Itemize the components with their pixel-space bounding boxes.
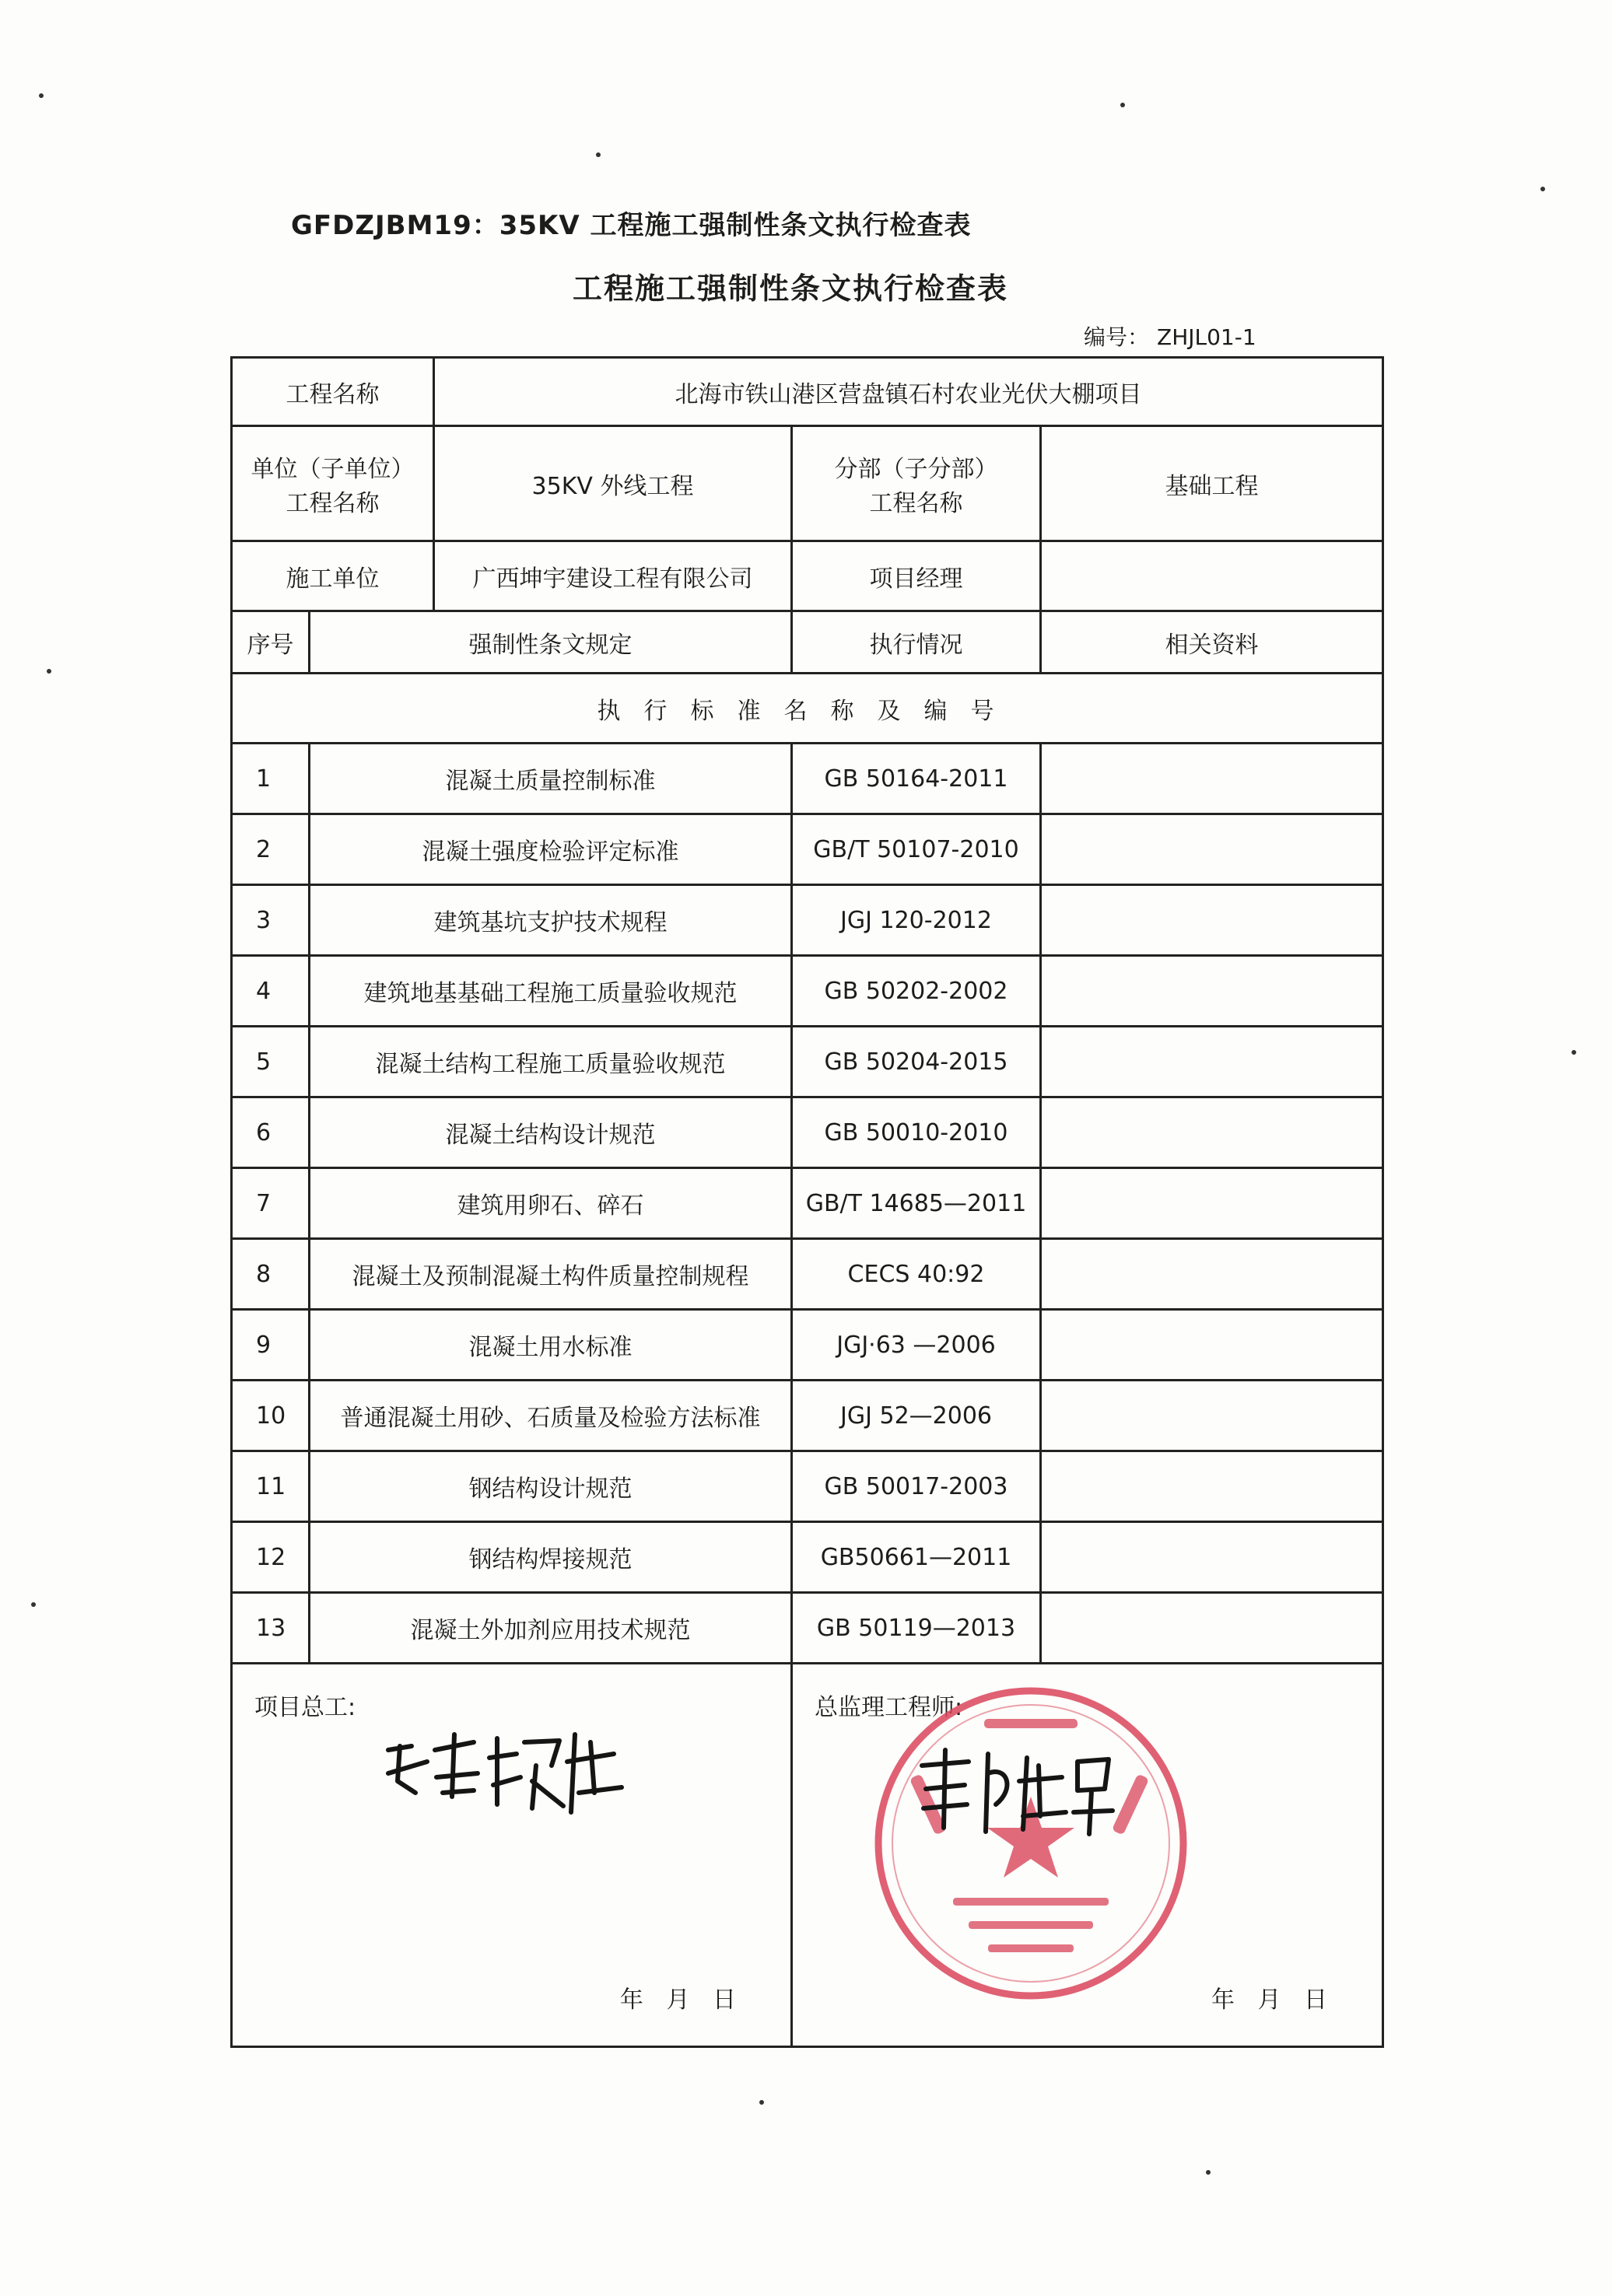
table-row	[232, 1593, 1383, 1664]
row-standard-code: GB 50204-2015	[792, 1027, 1041, 1097]
table-row	[232, 1239, 1383, 1310]
row-standard-name: 混凝土结构工程施工质量验收规范	[310, 1027, 792, 1097]
scan-speck	[39, 93, 44, 98]
row-column-headers	[232, 611, 1383, 674]
table-row	[232, 1168, 1383, 1239]
row-standard-code: GB 50017-2003	[792, 1451, 1041, 1522]
document-number-label: 编号：	[1084, 324, 1150, 350]
row-standard-code: GB/T 50107-2010	[792, 814, 1041, 885]
scan-speck	[759, 2100, 764, 2105]
scan-speck	[1120, 103, 1125, 107]
row-standard-name: 混凝土结构设计规范	[310, 1097, 792, 1168]
row-standard-name: 混凝土强度检验评定标准	[310, 814, 792, 885]
table-row	[232, 885, 1383, 956]
row-number: 5	[232, 1027, 310, 1097]
table-row	[232, 1522, 1383, 1593]
table-row	[232, 956, 1383, 1027]
row-standard-code: GB/T 14685—2011	[792, 1168, 1041, 1239]
row-number: 4	[232, 956, 310, 1027]
row-materials	[1041, 956, 1383, 1027]
supervisor-cell	[792, 1664, 1383, 2047]
col-rule: 强制性条文规定	[310, 611, 792, 674]
row-standard-name: 混凝土用水标准	[310, 1310, 792, 1381]
row-unit	[232, 426, 1383, 541]
table-row	[232, 814, 1383, 885]
scan-speck	[1540, 187, 1545, 191]
supervisor-label: 总监理工程师:	[815, 1694, 963, 1721]
table-row	[232, 1027, 1383, 1097]
standards-heading: 执行标准名称及编号	[232, 674, 1383, 744]
row-standard-name: 混凝土及预制混凝土构件质量控制规程	[310, 1239, 792, 1310]
unit-label-line1: 单位（子单位）	[251, 455, 415, 483]
row-materials	[1041, 1310, 1383, 1381]
row-number: 2	[232, 814, 310, 885]
col-seq: 序号	[232, 611, 310, 674]
row-number: 12	[232, 1522, 310, 1593]
chief-engineer-cell	[232, 1664, 792, 2047]
row-materials	[1041, 1381, 1383, 1451]
row-standard-code: CECS 40:92	[792, 1239, 1041, 1310]
row-materials	[1041, 885, 1383, 956]
scan-speck	[47, 669, 51, 674]
row-standard-name: 混凝土外加剂应用技术规范	[310, 1593, 792, 1664]
row-number: 7	[232, 1168, 310, 1239]
row-standard-name: 建筑地基基础工程施工质量验收规范	[310, 956, 792, 1027]
row-number: 13	[232, 1593, 310, 1664]
subdivision-label	[792, 426, 1041, 541]
form-title-wrap	[0, 264, 1612, 307]
row-standard-code: GB 50202-2002	[792, 956, 1041, 1027]
form-title: 工程施工强制性条文执行检查表	[572, 271, 1008, 306]
row-standard-name: 钢结构焊接规范	[310, 1522, 792, 1593]
project-name-value: 北海市铁山港区营盘镇石村农业光伏大棚项目	[434, 358, 1383, 426]
table-row	[232, 1310, 1383, 1381]
row-materials	[1041, 1168, 1383, 1239]
row-standard-name: 普通混凝土用砂、石质量及检验方法标准	[310, 1381, 792, 1451]
row-standard-name: 建筑用卵石、碎石	[310, 1168, 792, 1239]
subdivision-label-line1: 分部（子分部）	[834, 455, 998, 483]
row-materials	[1041, 744, 1383, 814]
row-contractor	[232, 541, 1383, 611]
row-number: 6	[232, 1097, 310, 1168]
scan-speck	[31, 1602, 36, 1607]
row-standard-name: 建筑基坑支护技术规程	[310, 885, 792, 956]
row-materials	[1041, 1239, 1383, 1310]
row-materials	[1041, 1522, 1383, 1593]
chief-engineer-signature	[380, 1719, 629, 1820]
unit-label	[232, 426, 434, 541]
contractor-label: 施工单位	[232, 541, 434, 611]
unit-value: 35KV 外线工程	[434, 426, 792, 541]
row-standard-name: 钢结构设计规范	[310, 1451, 792, 1522]
scan-speck	[1572, 1050, 1576, 1055]
row-number: 1	[232, 744, 310, 814]
table-row	[232, 1097, 1383, 1168]
row-materials	[1041, 814, 1383, 885]
row-number: 11	[232, 1451, 310, 1522]
document-number	[1084, 320, 1256, 352]
col-execution: 执行情况	[792, 611, 1041, 674]
row-standards-heading	[232, 674, 1383, 744]
row-standard-code: GB50661—2011	[792, 1522, 1041, 1593]
subdivision-label-line2: 工程名称	[869, 489, 963, 517]
document-number-value: ZHJL01-1	[1157, 324, 1256, 350]
table-row	[232, 744, 1383, 814]
row-materials	[1041, 1027, 1383, 1097]
supervisor-signature	[914, 1742, 1116, 1843]
chief-engineer-date: 年 月 日	[619, 1986, 744, 2014]
manager-label: 项目经理	[792, 541, 1041, 611]
row-materials	[1041, 1097, 1383, 1168]
row-standard-code: JGJ·63 —2006	[792, 1310, 1041, 1381]
col-materials: 相关资料	[1041, 611, 1383, 674]
row-standard-name: 混凝土质量控制标准	[310, 744, 792, 814]
row-materials	[1041, 1593, 1383, 1664]
manager-value	[1041, 541, 1383, 611]
row-number: 8	[232, 1239, 310, 1310]
row-standard-code: GB 50119—2013	[792, 1593, 1041, 1664]
inspection-table	[230, 356, 1384, 2048]
chief-engineer-label: 项目总工:	[254, 1694, 356, 1721]
table-row	[232, 1381, 1383, 1451]
contractor-value: 广西坤宇建设工程有限公司	[434, 541, 792, 611]
row-signatures	[232, 1664, 1383, 2047]
subdivision-value: 基础工程	[1041, 426, 1383, 541]
row-standard-code: JGJ 52—2006	[792, 1381, 1041, 1451]
row-number: 10	[232, 1381, 310, 1451]
row-number: 9	[232, 1310, 310, 1381]
row-number: 3	[232, 885, 310, 956]
form-code: GFDZJBM19：35KV 工程施工强制性条文执行检查表	[291, 210, 972, 241]
row-project-name	[232, 358, 1383, 426]
row-standard-code: GB 50010-2010	[792, 1097, 1041, 1168]
unit-label-line2: 工程名称	[286, 489, 380, 517]
supervisor-date: 年 月 日	[1211, 1986, 1336, 2014]
scan-speck	[1206, 2170, 1211, 2175]
supervision-seal-icon	[867, 1680, 1194, 2007]
scan-speck	[596, 152, 601, 157]
row-standard-code: JGJ 120-2012	[792, 885, 1041, 956]
row-standard-code: GB 50164-2011	[792, 744, 1041, 814]
row-materials	[1041, 1451, 1383, 1522]
project-name-label: 工程名称	[232, 358, 434, 426]
table-row	[232, 1451, 1383, 1522]
